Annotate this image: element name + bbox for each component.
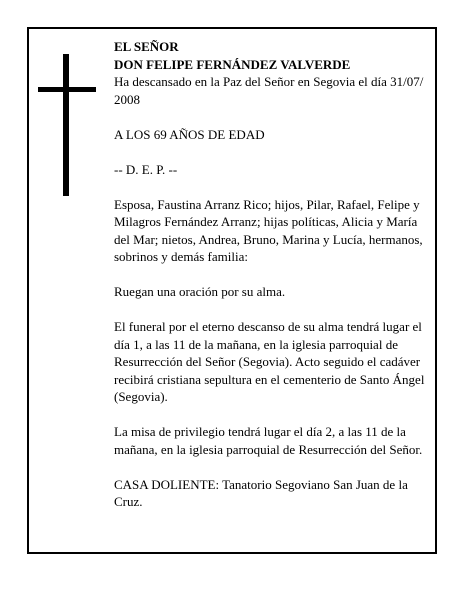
deceased-name: DON FELIPE FERNÁNDEZ VALVERDE <box>114 56 351 72</box>
funeral-paragraph: El funeral por el eterno descanso de su alma tendrá lugar el día 1, a las 11 de la mañana, en la iglesia parroquial de Resurrección del Señor (Segovia). Acto seguido el cadáver recibirá cristiana sepultura en el cementerio de Santo Ángel (Segovia). <box>114 319 425 404</box>
prayer-line: Ruegan una oración por su alma. <box>114 284 286 299</box>
cross-icon <box>38 54 96 196</box>
cross-vertical-bar <box>63 54 69 196</box>
family-paragraph: Esposa, Faustina Arranz Rico; hijos, Pilar, Rafael, Felipe y Milagros Fernández Arranz; hijas políticas, Alicia y María del Mar; nietos, Andrea, Bruno, Marina y Lucía, hermanos, sobrinos y demás familia: <box>114 196 423 264</box>
rip-line: -- D. E. P. -- <box>114 161 178 177</box>
obituary-text <box>114 38 426 511</box>
mourning-house: CASA DOLIENTE: Tanatorio Segoviano San Juan de la Cruz. <box>114 476 408 509</box>
title-line: EL SEÑOR <box>114 39 179 54</box>
announcement: Ha descansado en la Paz del Señor en Segovia el día 31/07/ 2008 <box>114 74 424 107</box>
mass-paragraph: La misa de privilegio tendrá lugar el día 2, a las 11 de la mañana, en la iglesia parroquial de Resurrección del Señor. <box>114 424 423 457</box>
cross-horizontal-bar <box>38 87 96 92</box>
age-line: A LOS 69 AÑOS DE EDAD <box>114 126 265 142</box>
